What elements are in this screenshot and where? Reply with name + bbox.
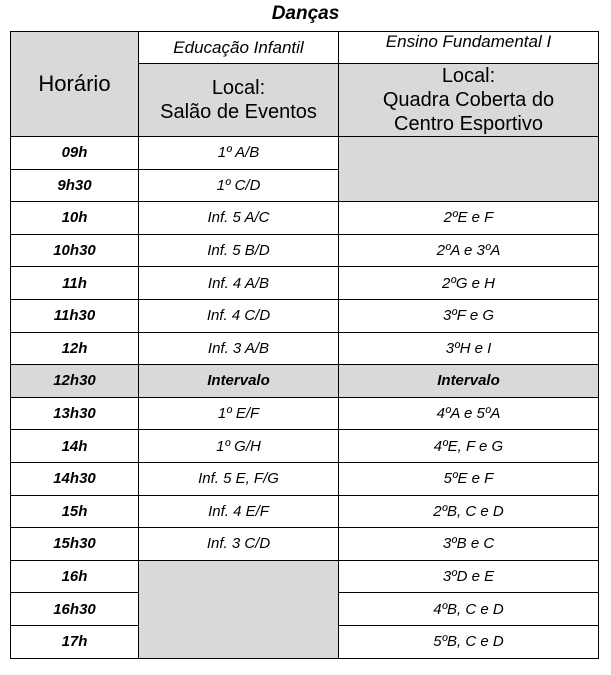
table-row	[11, 560, 599, 593]
fundamental-cell: Intervalo	[339, 365, 599, 398]
table-row	[11, 267, 599, 300]
fundamental-cell: 4ºE, F e G	[339, 430, 599, 463]
hour-cell: 13h30	[11, 397, 139, 430]
infantil-cell: Inf. 3 A/B	[139, 332, 339, 365]
header-col-fundamental: Ensino Fundamental I	[339, 32, 599, 64]
fundamental-cell: 5ºE e F	[339, 462, 599, 495]
hour-cell: 9h30	[11, 169, 139, 202]
table-row	[11, 332, 599, 365]
infantil-cell: 1º E/F	[139, 397, 339, 430]
fundamental-cell: 2ºB, C e D	[339, 495, 599, 528]
infantil-cell: 1º C/D	[139, 169, 339, 202]
hour-cell: 09h	[11, 137, 139, 170]
fundamental-cell: 3ºH e I	[339, 332, 599, 365]
schedule-table	[10, 31, 599, 659]
hour-cell: 11h30	[11, 299, 139, 332]
infantil-cell: 1º G/H	[139, 430, 339, 463]
header-local-fundamental	[339, 64, 599, 137]
hour-cell: 14h30	[11, 462, 139, 495]
hour-cell: 17h	[11, 625, 139, 658]
table-row	[11, 202, 599, 235]
infantil-cell: Inf. 3 C/D	[139, 528, 339, 561]
infantil-cell: Inf. 5 E, F/G	[139, 462, 339, 495]
hour-cell: 15h	[11, 495, 139, 528]
infantil-cell: Inf. 4 E/F	[139, 495, 339, 528]
table-row	[11, 299, 599, 332]
infantil-cell: Inf. 5 A/C	[139, 202, 339, 235]
hour-cell: 16h	[11, 560, 139, 593]
infantil-cell: Inf. 4 C/D	[139, 299, 339, 332]
fundamental-cell: 5ºB, C e D	[339, 625, 599, 658]
fundamental-cell: 2ºG e H	[339, 267, 599, 300]
infantil-cell: 1º A/B	[139, 137, 339, 170]
table-row	[11, 528, 599, 561]
fundamental-cell: 2ºE e F	[339, 202, 599, 235]
page-title: Danças	[271, 3, 340, 24]
infantil-cell: Inf. 4 A/B	[139, 267, 339, 300]
fundamental-cell: 4ºB, C e D	[339, 593, 599, 626]
fundamental-cell: 4ºA e 5ºA	[339, 397, 599, 430]
local-name-line2: Centro Esportivo	[394, 113, 543, 135]
hour-cell: 12h30	[11, 365, 139, 398]
table-row	[11, 397, 599, 430]
table-row	[11, 462, 599, 495]
hour-cell: 10h	[11, 202, 139, 235]
local-name: Salão de Eventos	[160, 101, 317, 123]
hour-cell: 16h30	[11, 593, 139, 626]
local-name-line1: Quadra Coberta do	[382, 89, 555, 111]
fundamental-cell: 3ºD e E	[339, 560, 599, 593]
fundamental-cell: 2ºA e 3ºA	[339, 234, 599, 267]
header-col-infantil: Educação Infantil	[139, 32, 339, 64]
table-row	[11, 495, 599, 528]
infantil-empty-cell	[139, 560, 339, 658]
local-label: Local:	[211, 77, 266, 99]
table-row	[11, 430, 599, 463]
infantil-cell: Intervalo	[139, 365, 339, 398]
table-row-intervalo	[11, 365, 599, 398]
local-label: Local:	[441, 65, 496, 87]
header-horario: Horário	[11, 32, 139, 137]
hour-cell: 10h30	[11, 234, 139, 267]
header-local-infantil	[139, 64, 339, 137]
hour-cell: 12h	[11, 332, 139, 365]
infantil-cell: Inf. 5 B/D	[139, 234, 339, 267]
fundamental-cell: 3ºB e C	[339, 528, 599, 561]
fundamental-cell: 3ºF e G	[339, 299, 599, 332]
table-row	[11, 234, 599, 267]
hour-cell: 11h	[11, 267, 139, 300]
hour-cell: 14h	[11, 430, 139, 463]
hour-cell: 15h30	[11, 528, 139, 561]
fundamental-empty-cell	[339, 137, 599, 202]
table-row	[11, 137, 599, 170]
